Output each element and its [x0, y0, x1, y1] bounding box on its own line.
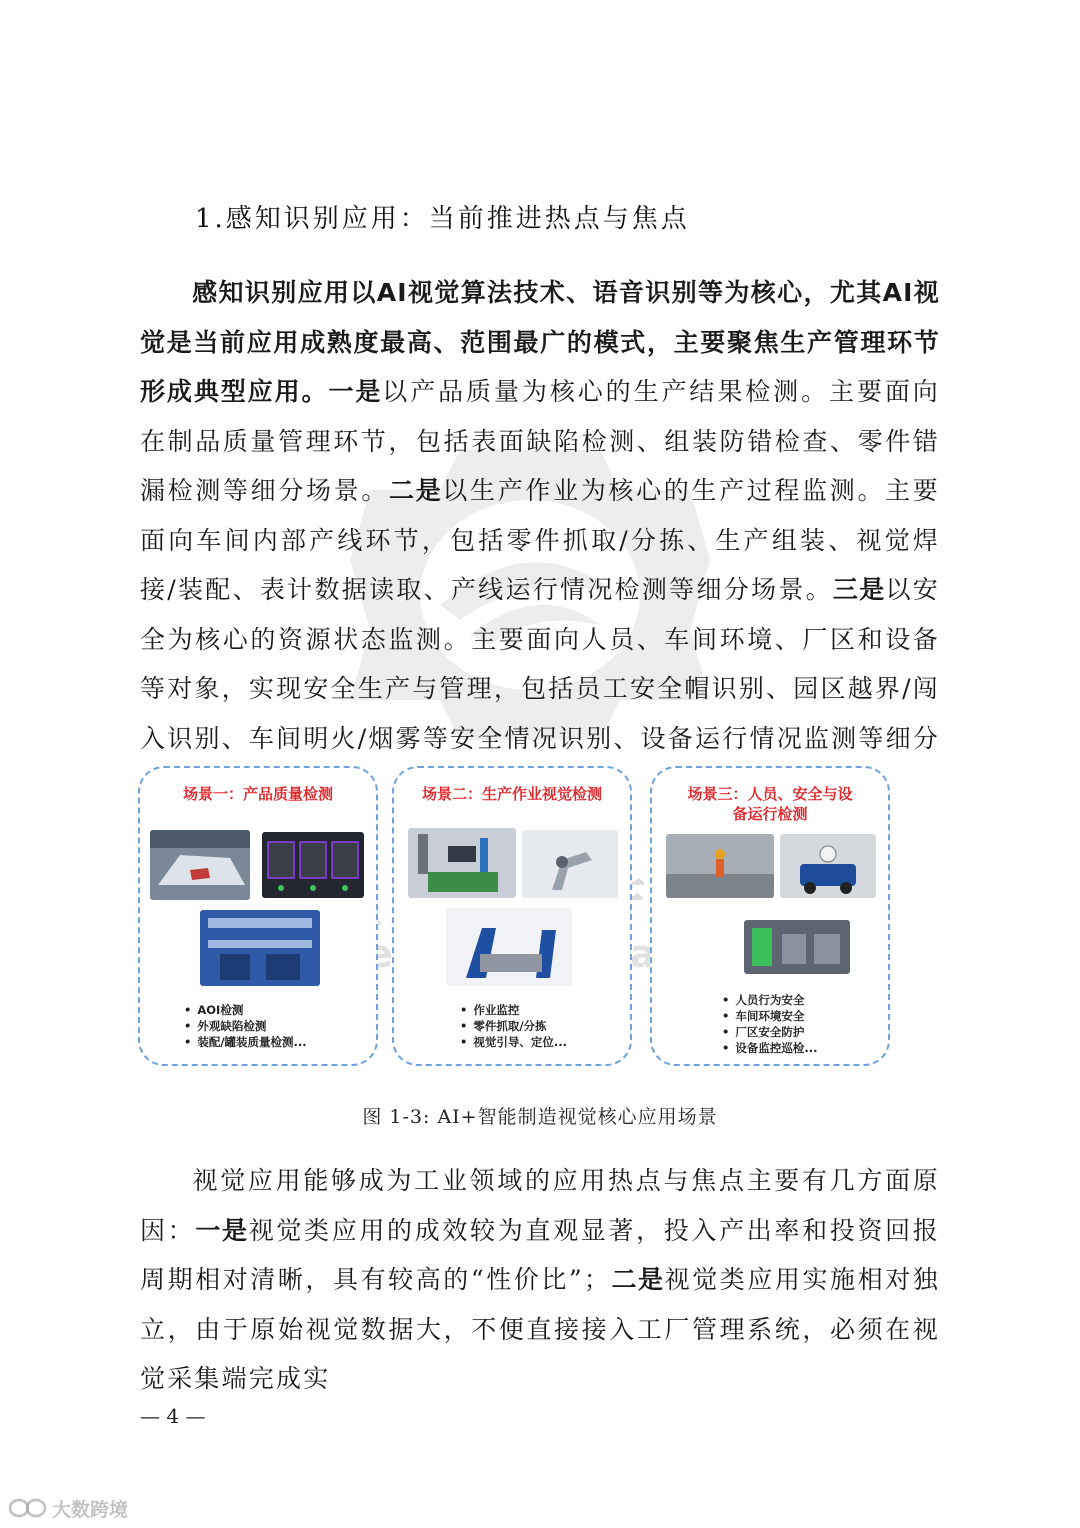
welding-robot-image — [446, 908, 572, 986]
bullet-item: • 视觉引导、定位... — [460, 1034, 567, 1050]
panel-bullet-list — [184, 1002, 307, 1050]
reason-two-label: 二是 — [611, 1265, 665, 1294]
scenario-panel-quality — [138, 766, 378, 1066]
brand-name: 大数跨境 — [52, 1498, 129, 1521]
bullet-item: • AOI检测 — [184, 1002, 307, 1018]
panel-bullet-list — [722, 992, 817, 1056]
bullet-item: • 外观缺陷检测 — [184, 1018, 307, 1034]
paragraph-lead: 感知识别应用以AI视觉算法技术、语音识别等为核心，尤其AI视觉是当前应用成熟度最高、范围最广的模式，主要聚焦生产管理环节形成典型应用。 — [140, 278, 940, 406]
section-heading: 1.感知识别应用：当前推进热点与焦点 — [195, 204, 690, 234]
bullet-item: • 作业监控 — [460, 1002, 567, 1018]
paragraph-vision-reasons — [140, 1156, 940, 1404]
point-one-text: 以产品质量为核心的生产结果检测。主要面向在制品质量管理环节，包括表面缺陷检测、组装防错检查、零件错漏检测等细分场景。 — [140, 377, 940, 505]
figure-vision-scenarios — [138, 766, 894, 1068]
point-two-text: 以生产作业为核心的生产过程监测。主要面向车间内部产线环节，包括零件抓取/分拣、生产组装、视觉焊接/装配、表计数据读取、产线运行情况检测等细分场景。 — [140, 476, 940, 604]
paragraph-intro: 视觉应用能够成为工业领域的应用热点与焦点主要有几方面原因： — [140, 1166, 940, 1245]
bullet-item: • 厂区安全防护 — [722, 1024, 817, 1040]
point-three-text: 以安全为核心的资源状态监测。主要面向人员、车间环境、厂区和设备等对象，实现安全生产与管理，包括员工安全帽识别、园区越界/闯入识别、车间明火/烟雾等安全情况识别、设备运行情况监测等细分 — [140, 575, 940, 753]
reason-two-text: 视觉类应用实施相对独立，由于原始视觉数据大，不便直接接入工厂管理系统，必须在视觉采集端完成实 — [140, 1265, 940, 1393]
bullet-item: • 零件抓取/分拣 — [460, 1018, 567, 1034]
panel-bullet-list — [460, 1002, 567, 1050]
scenario-panel-production — [392, 766, 632, 1066]
screen-inspection-image — [262, 832, 364, 898]
brand-watermark — [8, 1494, 128, 1522]
brand-logo-icon — [8, 1497, 48, 1519]
panel-title — [652, 784, 888, 824]
inspection-robot-image — [780, 834, 876, 898]
worker-helmet-image — [666, 834, 774, 898]
reason-one-label: 一是 — [195, 1215, 249, 1245]
vision-station-image — [408, 828, 516, 898]
panel-title: 场景一：产品质量检测 — [182, 785, 333, 803]
bullet-item: • 装配/罐装质量检测... — [184, 1034, 307, 1050]
assembly-line-image — [200, 910, 320, 986]
point-one-label: 一是 — [328, 377, 383, 406]
equipment-monitor-image — [744, 920, 850, 974]
car-body-inspection-image — [150, 830, 250, 900]
robot-arm-image — [522, 830, 618, 898]
bullet-item: • 车间环境安全 — [722, 1008, 817, 1024]
reason-one-text: 视觉类应用的成效较为直观显著，投入产出率和投资回报周期相对清晰，具有较高的“性价比”； — [140, 1215, 940, 1294]
point-two-label: 二是 — [389, 476, 443, 505]
panel-title-line: 场景三：人员、安全与设 — [687, 785, 853, 803]
bullet-item: • 人员行为安全 — [722, 992, 817, 1008]
paragraph-perception-apps — [140, 268, 940, 813]
figure-caption: 图 1-3: AI+智能制造视觉核心应用场景 — [362, 1106, 718, 1128]
bullet-item: • 设备监控巡检... — [722, 1040, 817, 1056]
page-number: — 4 — — [140, 1404, 206, 1428]
scenario-panel-safety — [650, 766, 890, 1066]
point-three-label: 三是 — [832, 575, 886, 604]
panel-title: 场景二：生产作业视觉检测 — [421, 785, 602, 803]
panel-title-line: 备运行检测 — [732, 805, 808, 823]
